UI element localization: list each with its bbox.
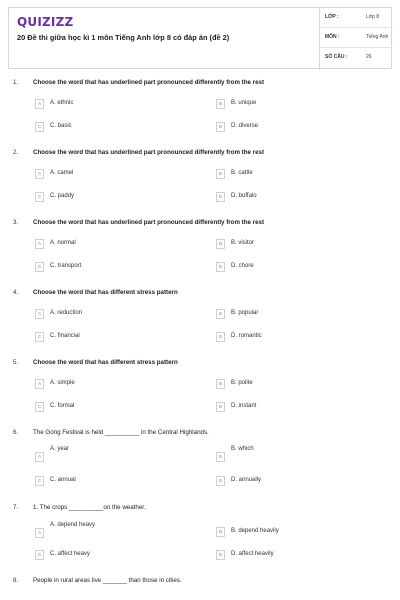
option-letter: B (216, 379, 225, 389)
option-text: D. chore (231, 263, 254, 269)
option-letter: B (216, 169, 225, 179)
option-letter: A (35, 379, 44, 389)
question-number: 7. (13, 504, 19, 511)
option-text: D. instant (231, 403, 257, 409)
question-number: 2. (13, 149, 19, 156)
option-text: B. polite (231, 380, 253, 386)
quizizz-logo: QUIZIZZ (17, 15, 74, 29)
option-letter: B (216, 309, 225, 319)
option-text: A. reduction (50, 310, 83, 316)
option-text: C. formal (50, 403, 75, 409)
question-text: 1. The crops __________on the weather. (33, 504, 146, 511)
meta-row-subject (320, 28, 393, 48)
option-letter: D (216, 332, 225, 342)
meta-info-box (319, 8, 393, 70)
question-text: People in rural areas live _______ than those in cities. (33, 577, 182, 584)
option-letter: C (35, 476, 44, 486)
question-text: Choose the word that has different stress pattern (33, 359, 178, 366)
question-text: Choose the word that has underlined part pronounced differently from the rest (33, 149, 265, 156)
option-letter: D (216, 262, 225, 272)
question-text: Choose the word that has different stress pattern (33, 289, 178, 296)
question-text: The Gong Festival is held __________ in the Central Highlands. (33, 429, 209, 436)
meta-row-count (320, 48, 393, 68)
option-text: B. which (231, 446, 254, 452)
option-letter: A (35, 239, 44, 249)
option-letter: C (35, 550, 44, 560)
option-text: C. paddy (50, 193, 75, 199)
option-letter: A (35, 528, 44, 538)
option-letter: A (35, 169, 44, 179)
meta-row-class (320, 8, 393, 28)
meta-label: SỐ CÂU : (325, 54, 348, 60)
option-text: A. camel (50, 170, 74, 176)
option-letter: C (35, 192, 44, 202)
document-title: 20 Đề thi giữa học kì 1 môn Tiếng Anh lớp 8 có đáp án (đề 2) (17, 33, 230, 42)
option-text: C. transport (50, 263, 82, 269)
option-letter: C (35, 402, 44, 412)
option-text: B. popular (231, 310, 259, 316)
question-number: 8. (13, 577, 19, 584)
option-text: D. romantic (231, 333, 262, 339)
meta-label: LỚP : (325, 14, 339, 20)
option-text: D. diverse (231, 123, 259, 129)
option-text: B. unique (231, 100, 257, 106)
document-header (8, 7, 392, 69)
option-text: B. cattle (231, 170, 253, 176)
option-letter: D (216, 476, 225, 486)
option-letter: D (216, 402, 225, 412)
question-text: Choose the word that has underlined part pronounced differently from the rest (33, 219, 265, 226)
option-text: D. affect heavily (231, 551, 274, 557)
option-letter: D (216, 122, 225, 132)
option-text: A. year (50, 446, 70, 452)
option-text: C. basic (50, 123, 72, 129)
question-number: 4. (13, 289, 19, 296)
option-text: A. ethnic (50, 100, 74, 106)
option-text: A. normal (50, 240, 76, 246)
option-letter: A (35, 309, 44, 319)
meta-value: Tiếng Anh (366, 34, 389, 40)
meta-value: Lớp 8 (366, 14, 380, 20)
option-letter: C (35, 332, 44, 342)
meta-label: MÔN : (325, 34, 340, 40)
question-number: 5. (13, 359, 19, 366)
option-letter: C (35, 262, 44, 272)
question-text: Choose the word that has underlined part pronounced differently from the rest (33, 79, 265, 86)
option-text: C. affect heavy (50, 551, 90, 557)
option-letter: B (216, 452, 225, 462)
option-text: C. financial (50, 333, 80, 339)
option-letter: D (216, 192, 225, 202)
question-number: 3. (13, 219, 19, 226)
option-letter: B (216, 99, 225, 109)
option-letter: C (35, 122, 44, 132)
option-text: D. annually (231, 477, 262, 483)
option-letter: D (216, 550, 225, 560)
question-number: 6. (13, 429, 19, 436)
option-letter: A (35, 99, 44, 109)
option-text: A. simple (50, 380, 75, 386)
option-text: D. buffalo (231, 193, 257, 199)
option-letter: A (35, 452, 44, 462)
question-number: 1. (13, 79, 19, 86)
option-letter: B (216, 527, 225, 537)
option-text: A. depend heavy (50, 522, 96, 528)
option-text: C. annual (50, 477, 76, 483)
option-letter: B (216, 239, 225, 249)
meta-value: 26 (366, 54, 372, 60)
option-text: B. depend heavily (231, 528, 279, 534)
option-text: B. visitor (231, 240, 255, 246)
